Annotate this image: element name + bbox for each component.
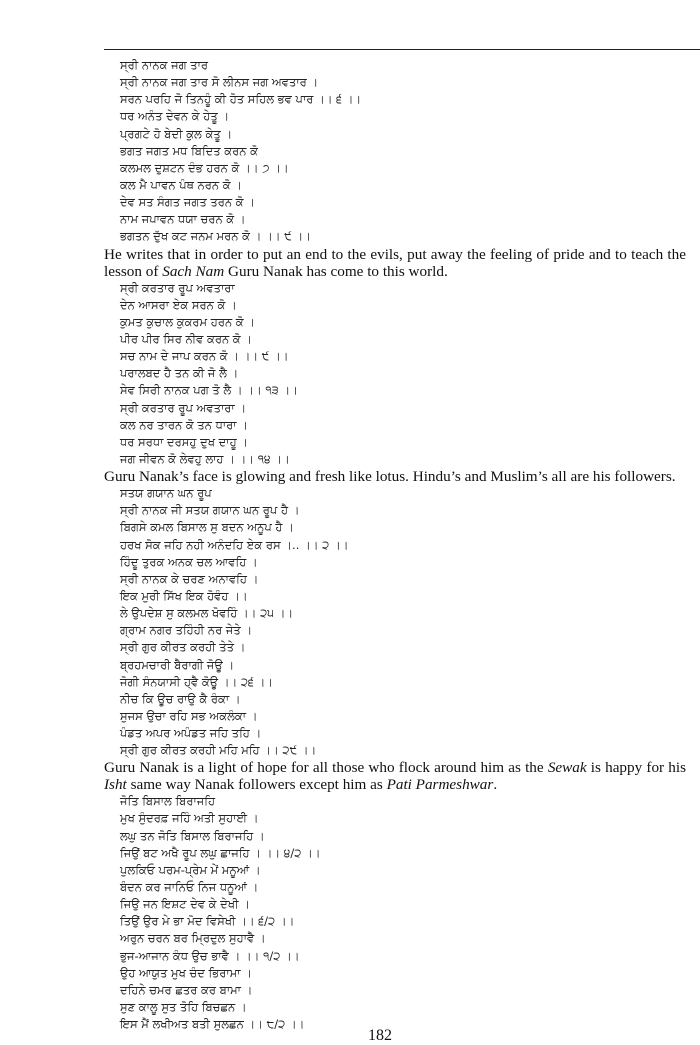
commentary-paragraph (104, 759, 686, 793)
verse-block (104, 793, 686, 1033)
verse-line: ਨਾਮ ਜਪਾਵਨ ਧਯਾ ਚਰਨ ਕੋ । (120, 212, 246, 227)
verse-line: ਜੋਤਿ ਬਿਸਾਲ ਬਿਰਾਜਹਿ (120, 794, 216, 809)
verse-line: ਗ੍ਰਾਮ ਨਗਰ ਤਹਿੰਹੀ ਨਰ ਜੇਤੇ । (120, 623, 253, 638)
italic-term: Sewak (547, 759, 587, 777)
verse-line: ਨੀਚ ਕਿ ਊਚ ਰਾਉ ਕੈ ਰੰਕਾ । (120, 691, 241, 706)
verse-line: ਸਚ ਨਾਮ ਦੇ ਜਾਪ ਕਰਨ ਕੋ । ।। ੯ ।। (120, 349, 289, 364)
verse-line: ਭੁਜ-ਆਜਾਨ ਕੰਧ ਉਚ ਭਾਵੈ । ।। ੧/੨ ।। (120, 948, 300, 963)
paragraph-text: Guru Nanak has come to this world. (224, 262, 448, 280)
verse-line: ਜਗ ਜੀਵਨ ਕੋ ਲੇਵਹੁ ਲਾਹ । ।। ੧੪ ।। (120, 451, 290, 466)
verse-line: ਸ੍ਰੀ ਕਰਤਾਰ ਰੂਪ ਅਵਤਾਰਾ (120, 280, 235, 295)
verse-line: ਦੇਵ ਸਤ ਸੰਗਤ ਜਗਤ ਤਰਨ ਕੋ । (120, 195, 255, 210)
verse-line: ਪੁਲਕਿਓ ਪਰਮ-ਪ੍ਰੇਮ ਮੇਂ ਮਨੂਆਂ । (120, 862, 261, 877)
verse-line: ਸ੍ਰੀ ਨਾਨਕ ਜਗ ਤਾਰ ਸੋ ਲੀਨਸ ਜਗ ਅਵਤਾਰ । (120, 75, 319, 90)
verse-line: ਸੁਜਸ ਉਚਾ ਰਹਿ ਸਭ ਅਕਲੰਕਾ । (120, 708, 258, 723)
verse-line: ਹਿੰਦੂ ਤੁਰਕ ਅਨਕ ਚਲ ਆਵਹਿ । (120, 554, 258, 569)
verse-line: ਇਸ ਮੈਂ ਲਖੀਅਤ ਬਤੀ ਸੁਲਛਨ ।। ੮/੨ ।। (120, 1017, 305, 1032)
italic-term: Isht (104, 776, 127, 794)
verse-line: ਕਲਮਲ ਦੁਸ਼ਟਨ ਦੰਭ ਹਰਨ ਕੋ ।। ੭ ।। (120, 160, 289, 175)
paragraph-text: Guru Nanak’s face is glowing and fresh like lotus. Hindu’s and Muslim’s all are his followers. (104, 468, 676, 486)
verse-line: ਲਘੁ ਤਨ ਜੋਤਿ ਬਿਸਾਲ ਬਿਰਾਜਹਿ । (120, 828, 265, 843)
page-number: 182 (368, 1027, 392, 1044)
verse-line: ਸ੍ਰੀ ਨਾਨਕ ਜੀ ਸਤਯ ਗਯਾਨ ਘਨ ਰੂਪ ਹੈ । (120, 503, 300, 518)
verse-line: ਸੇਵ ਸਿਰੀ ਨਾਨਕ ਪਗ ਤੋ ਲੈ । ।। ੧੩ ।। (120, 383, 298, 398)
verse-line: ਸ੍ਰੀ ਗੁਰ ਕੀਰਤ ਕਰਹੀ ਮਹਿ ਮਹਿ ।। ੨੯ ।। (120, 743, 317, 758)
verse-line: ਉਹ ਆਯੁਤ ਮੁਖ ਚੰਦ ਭਿਰਾਮਾ । (120, 965, 252, 980)
verse-line: ਲੇ ਉਪਦੇਸ਼ ਸੁ ਕਲਮਲ ਖੋਵਹਿੰ ।। ੨੫ ।। (120, 606, 294, 621)
verse-line: ਸ੍ਰੀ ਨਾਨਕ ਕੇ ਚਰਣ ਅਨਾਵਹਿ । (120, 571, 259, 586)
verse-line: ਹਰਖ ਸੋਕ ਜਹਿ ਨਹੀ ਅਨੰਦਹਿ ਏਕ ਰਸ ।.. ।। ੨ ।। (120, 537, 349, 552)
verse-line: ਧਰ ਅਨੰਤ ਦੇਵਨ ਕੇ ਹੇਤੂ । (120, 109, 230, 124)
header-rule (104, 49, 700, 50)
verse-line: ਪ੍ਰਗਟੇ ਹੋ ਬੇਦੀ ਕੁਲ ਕੇਤੂ । (120, 126, 233, 141)
verse-line: ਸਰਨ ਪਰਹਿ ਜੋ ਤਿਨਹੂੰ ਕੀ ਹੋਤ ਸਹਿਲ ਭਵ ਪਾਰ ।। ੬ ।। (120, 92, 362, 107)
verse-line: ਸਤਯ ਗਯਾਨ ਘਨ ਰੂਪ (120, 486, 212, 501)
page-body (104, 57, 686, 1033)
italic-term: Pati Parmeshwar (386, 776, 494, 794)
verse-line: ਸੁਣ ਕਾਲੂ ਸੁਤ ਤੋਹਿ ਬਿਚਛਨ । (120, 1000, 247, 1015)
paragraph-text: Guru Nanak is a light of hope for all those who flock around him as the (104, 759, 548, 777)
commentary-paragraph (104, 468, 686, 485)
verse-line: ਸ੍ਰੀ ਕਰਤਾਰ ਰੂਪ ਅਵਤਾਰਾ । (120, 400, 247, 415)
verse-line: ਪਰਾਲਬਦ ਹੈ ਤਨ ਕੀ ਜੋ ਲੈ । (120, 366, 239, 381)
paragraph-text: same way Nanak followers except him as (126, 776, 387, 794)
verse-line: ਤਿਉਂ ਉਰ ਮੇ ਭਾ ਮੋਦ ਵਿਸੇਖੀ ।। ੬/੨ ।। (120, 914, 295, 929)
verse-line: ਕਲ ਮੈ ਪਾਵਨ ਪੰਥ ਨਰਨ ਕੋ । (120, 177, 243, 192)
verse-block (104, 280, 686, 469)
verse-line: ਮੁਖ ਸੁੰਦਰਫ਼ ਜਹਿੰ ਅਤੀ ਸੁਹਾਈ । (120, 811, 259, 826)
verse-line: ਅਰੁਨ ਚਰਨ ਬਰ ਮ੍ਰਿਦੁਲ ਸੁਹਾਵੈ । (120, 931, 266, 946)
verse-line: ਭਗਤਨ ਦੁੱਖ ਕਟ ਜਨਮ ਮਰਨ ਕੋ । ।। ੯ ।। (120, 229, 311, 244)
verse-line: ਪੰਡਤ ਅਪਰ ਅਪੰਡਤ ਜਹਿ ਤਹਿ । (120, 726, 262, 741)
verse-line: ਕਲ ਨਰ ਤਾਰਨ ਕੋ ਤਨ ਧਾਰਾ । (120, 417, 248, 432)
verse-line: ਬਿਗਸੇ ਕਮਲ ਬਿਸਾਲ ਸੁ ਬਦਨ ਅਨੂਪ ਹੈ । (120, 520, 294, 535)
verse-line: ਬੰਦਨ ਕਰ ਜਾਨਿਓ ਨਿਜ ਧਨੂਆਂ । (120, 880, 259, 895)
verse-line: ਪੀਰ ਪੀਰ ਸਿਰ ਨੀਵ ਕਰਨ ਕੋ । (120, 331, 253, 346)
italic-term: Sach Nam (162, 262, 225, 280)
verse-block (104, 485, 686, 759)
paragraph-text: He writes that in order to put an end to the evils, put away the feeling of pride and to teach the lesson of (104, 245, 686, 280)
verse-line: ਸ੍ਰੀ ਨਾਨਕ ਜਗ ਤਾਰ (120, 58, 209, 72)
verse-line: ਇਕ ਮੁਰੀ ਸਿੱਖ ਇਕ ਹੋਵੰਹ ।। (120, 588, 248, 603)
verse-line: ਦਹਿਨੇ ਚਮਰ ਛਤਰ ਕਰ ਬਾਮਾ । (120, 982, 253, 997)
paragraph-text: . (493, 776, 498, 794)
verse-line: ਭਗਤ ਜਗਤ ਮਧ ਬਿਦਿਤ ਕਰਨ ਕੋ (120, 143, 258, 158)
verse-line: ਕੁਮਤ ਕੁਚਾਲ ਕੁਕਰਮ ਹਰਨ ਕੋ । (120, 314, 256, 329)
verse-block (104, 57, 686, 246)
verse-line: ਦੇਨ ਆਸਰਾ ਏਕ ਸਰਨ ਕੋ । (120, 297, 237, 312)
commentary-paragraph (104, 246, 686, 280)
verse-line: ਜੋਗੀ ਸੰਨਯਾਸੀ ਹ੍ਵੈ ਕੋਊ ।। ੨੬ ।। (120, 674, 274, 689)
paragraph-text: is happy for his (586, 759, 686, 777)
verse-line: ਜਿਉਂ ਬਟ ਅਖੈ ਰੂਪ ਲਘੁ ਛਾਜਹਿ । ।। ੪/੨ ।। (120, 845, 321, 860)
verse-line: ਸ੍ਰੀ ਗੁਰ ਕੀਰਤ ਕਰਹੀ ਤੇਤੇ । (120, 640, 246, 655)
verse-line: ਬ੍ਰਹਮਚਾਰੀ ਬੈਰਾਗੀ ਜੋਊ । (120, 657, 235, 672)
verse-line: ਜਿਉ ਜਨ ਇਸ਼ਟ ਦੇਵ ਕੇ ਦੇਖੀ । (120, 897, 250, 912)
verse-line: ਧਰ ਸਰਧਾ ਦਰਸਹੁ ਦੁਖ ਦਾਹੂ । (120, 434, 249, 449)
